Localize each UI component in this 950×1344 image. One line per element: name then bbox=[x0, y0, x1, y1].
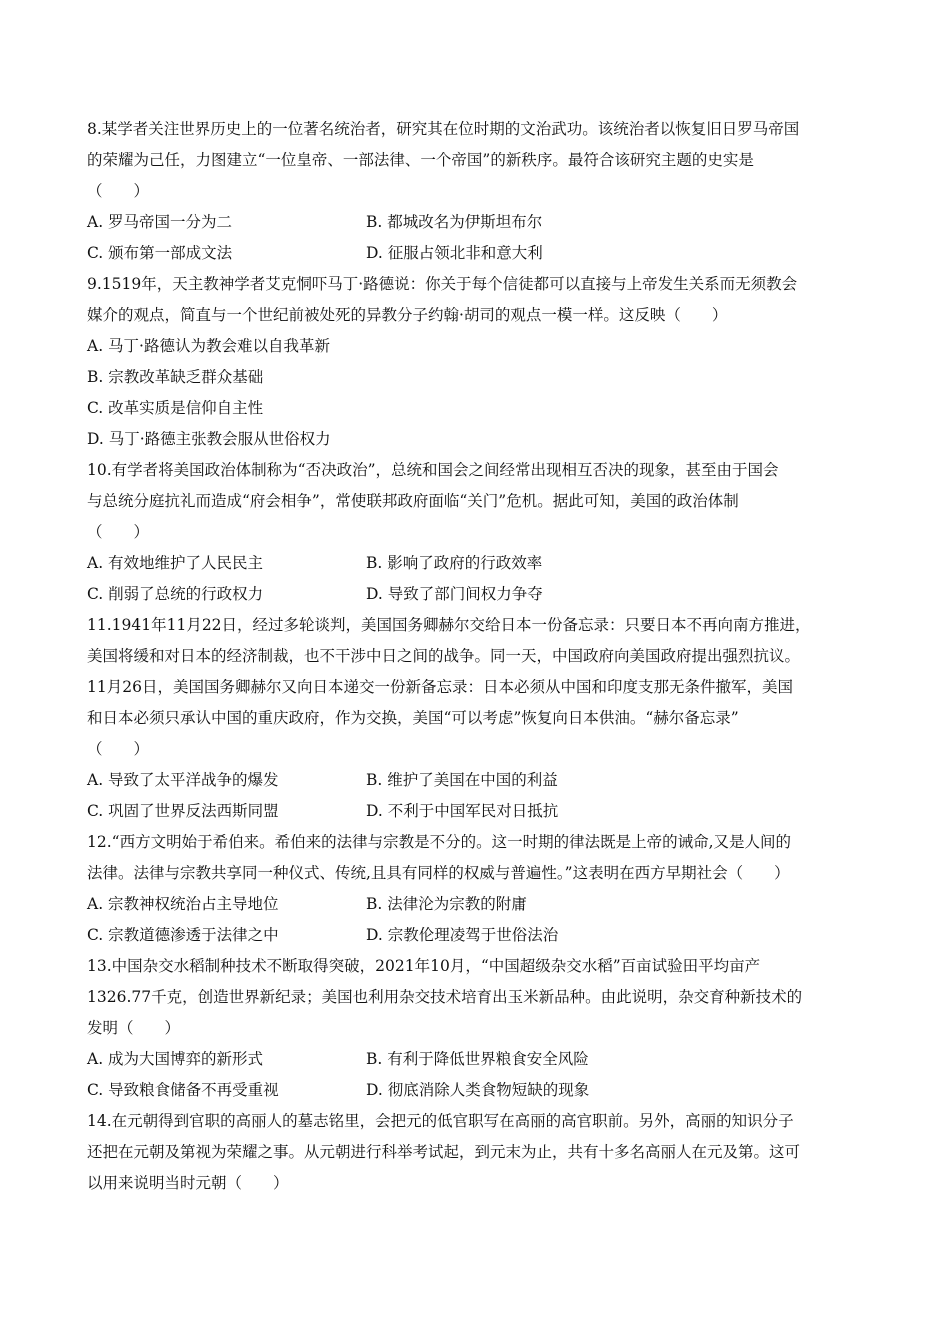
question-stem-line: 美国将缓和对日本的经济制裁，也不干涉中日之间的战争。同一天，中国政府向美国政府提出强烈抗议。 bbox=[87, 647, 801, 665]
option-c: C. 改革实质是信仰自主性 bbox=[87, 399, 264, 417]
answer-blank: （ ） bbox=[87, 740, 150, 758]
exam-content bbox=[87, 114, 867, 1199]
answer-blank: （ ） bbox=[87, 182, 150, 200]
options-row bbox=[87, 579, 867, 610]
options-row bbox=[87, 548, 867, 579]
question-11 bbox=[87, 610, 867, 827]
option-d: D. 不利于中国军民对日抵抗 bbox=[366, 802, 559, 820]
options-row bbox=[87, 765, 867, 796]
question-stem-line: 法律。法律与宗教共享同一种仪式、传统,且具有同样的权威与普遍性。”这表明在西方早期社会（ ） bbox=[87, 864, 790, 882]
option-c: C. 颁布第一部成文法 bbox=[87, 244, 233, 262]
options-row bbox=[87, 238, 867, 269]
option-d: D. 马丁·路德主张教会服从世俗权力 bbox=[87, 430, 331, 448]
question-stem-line: 发明（ ） bbox=[87, 1019, 181, 1037]
option-b: B. 都城改名为伊斯坦布尔 bbox=[366, 213, 543, 231]
options-row bbox=[87, 1075, 867, 1106]
question-13 bbox=[87, 951, 867, 1106]
option-b: B. 维护了美国在中国的利益 bbox=[366, 771, 558, 789]
question-stem-line: 14.在元朝得到官职的高丽人的墓志铭里，会把元的低官职写在高丽的高官职前。另外，高丽的知识分子 bbox=[87, 1112, 794, 1130]
option-a: A. 宗教神权统治占主导地位 bbox=[87, 895, 279, 913]
options-row bbox=[87, 796, 867, 827]
question-stem-line: 还把在元朝及第视为荣耀之事。从元朝进行科举考试起，到元末为止，共有十多名高丽人在元及第。这可 bbox=[87, 1143, 801, 1161]
option-b: B. 宗教改革缺乏群众基础 bbox=[87, 368, 264, 386]
question-12 bbox=[87, 827, 867, 951]
options-row bbox=[87, 920, 867, 951]
question-stem-line: 和日本必须只承认中国的重庆政府，作为交换，美国“可以考虑”恢复向日本供油。“赫尔备忘录” bbox=[87, 709, 739, 727]
question-stem-line: 与总统分庭抗礼而造成“府会相争”，常使联邦政府面临“关门”危机。据此可知，美国的政治体制 bbox=[87, 492, 739, 510]
options-row bbox=[87, 1044, 867, 1075]
option-c: C. 导致粮食储备不再受重视 bbox=[87, 1081, 279, 1099]
question-14 bbox=[87, 1106, 867, 1199]
question-stem-line: 媒介的观点，简直与一个世纪前被处死的异教分子约翰·胡司的观点一模一样。这反映（ ） bbox=[87, 306, 728, 324]
options-row bbox=[87, 207, 867, 238]
option-a: A. 罗马帝国一分为二 bbox=[87, 213, 233, 231]
question-8 bbox=[87, 114, 867, 269]
option-a: A. 导致了太平洋战争的爆发 bbox=[87, 771, 279, 789]
question-stem-line: 10.有学者将美国政治体制称为“否决政治”，总统和国会之间经常出现相互否决的现象，甚至由于国会 bbox=[87, 461, 779, 479]
question-10 bbox=[87, 455, 867, 610]
option-d: D. 征服占领北非和意大利 bbox=[366, 244, 543, 262]
question-stem-line: 1326.77千克，创造世界新纪录；美国也利用杂交技术培育出玉米新品种。由此说明，杂交育种新技术的 bbox=[87, 988, 803, 1006]
question-stem-line: 13.中国杂交水稻制种技术不断取得突破，2021年10月，“中国超级杂交水稻”百亩试验田平均亩产 bbox=[87, 957, 761, 975]
question-stem-line: 11月26日，美国国务卿赫尔又向日本递交一份新备忘录：日本必须从中国和印度支那无条件撤军，美国 bbox=[87, 678, 793, 696]
question-stem-line: 的荣耀为己任，力图建立“一位皇帝、一部法律、一个帝国”的新秩序。最符合该研究主题的史实是 bbox=[87, 151, 754, 169]
question-9 bbox=[87, 269, 867, 455]
option-c: C. 巩固了世界反法西斯同盟 bbox=[87, 802, 279, 820]
option-d: D. 宗教伦理凌驾于世俗法治 bbox=[366, 926, 559, 944]
option-a: A. 马丁·路德认为教会难以自我革新 bbox=[87, 337, 330, 355]
question-stem-line: 12.“西方文明始于希伯来。希伯来的法律与宗教是不分的。这一时期的律法既是上帝的诫命,又是人间的 bbox=[87, 833, 792, 851]
option-b: B. 有利于降低世界粮食安全风险 bbox=[366, 1050, 589, 1068]
option-b: B. 影响了政府的行政效率 bbox=[366, 554, 543, 572]
question-stem-line: 8.某学者关注世界历史上的一位著名统治者，研究其在位时期的文治武功。该统治者以恢复旧日罗马帝国 bbox=[87, 120, 800, 138]
option-a: A. 成为大国博弈的新形式 bbox=[87, 1050, 264, 1068]
option-c: C. 宗教道德渗透于法律之中 bbox=[87, 926, 279, 944]
option-d: D. 导致了部门间权力争夺 bbox=[366, 585, 543, 603]
options-row bbox=[87, 889, 867, 920]
answer-blank: （ ） bbox=[87, 523, 150, 541]
question-stem-line: 以用来说明当时元朝（ ） bbox=[87, 1174, 289, 1192]
option-c: C. 削弱了总统的行政权力 bbox=[87, 585, 264, 603]
option-d: D. 彻底消除人类食物短缺的现象 bbox=[366, 1081, 590, 1099]
question-stem-line: 9.1519年，天主教神学者艾克恫吓马丁·路德说：你关于每个信徒都可以直接与上帝发生关系而无须教会 bbox=[87, 275, 798, 293]
option-b: B. 法律沦为宗教的附庸 bbox=[366, 895, 527, 913]
option-a: A. 有效地维护了人民民主 bbox=[87, 554, 264, 572]
question-stem-line: 11.1941年11月22日，经过多轮谈判，美国国务卿赫尔交给日本一份备忘录：只要日本不再向南方推进， bbox=[87, 616, 811, 634]
